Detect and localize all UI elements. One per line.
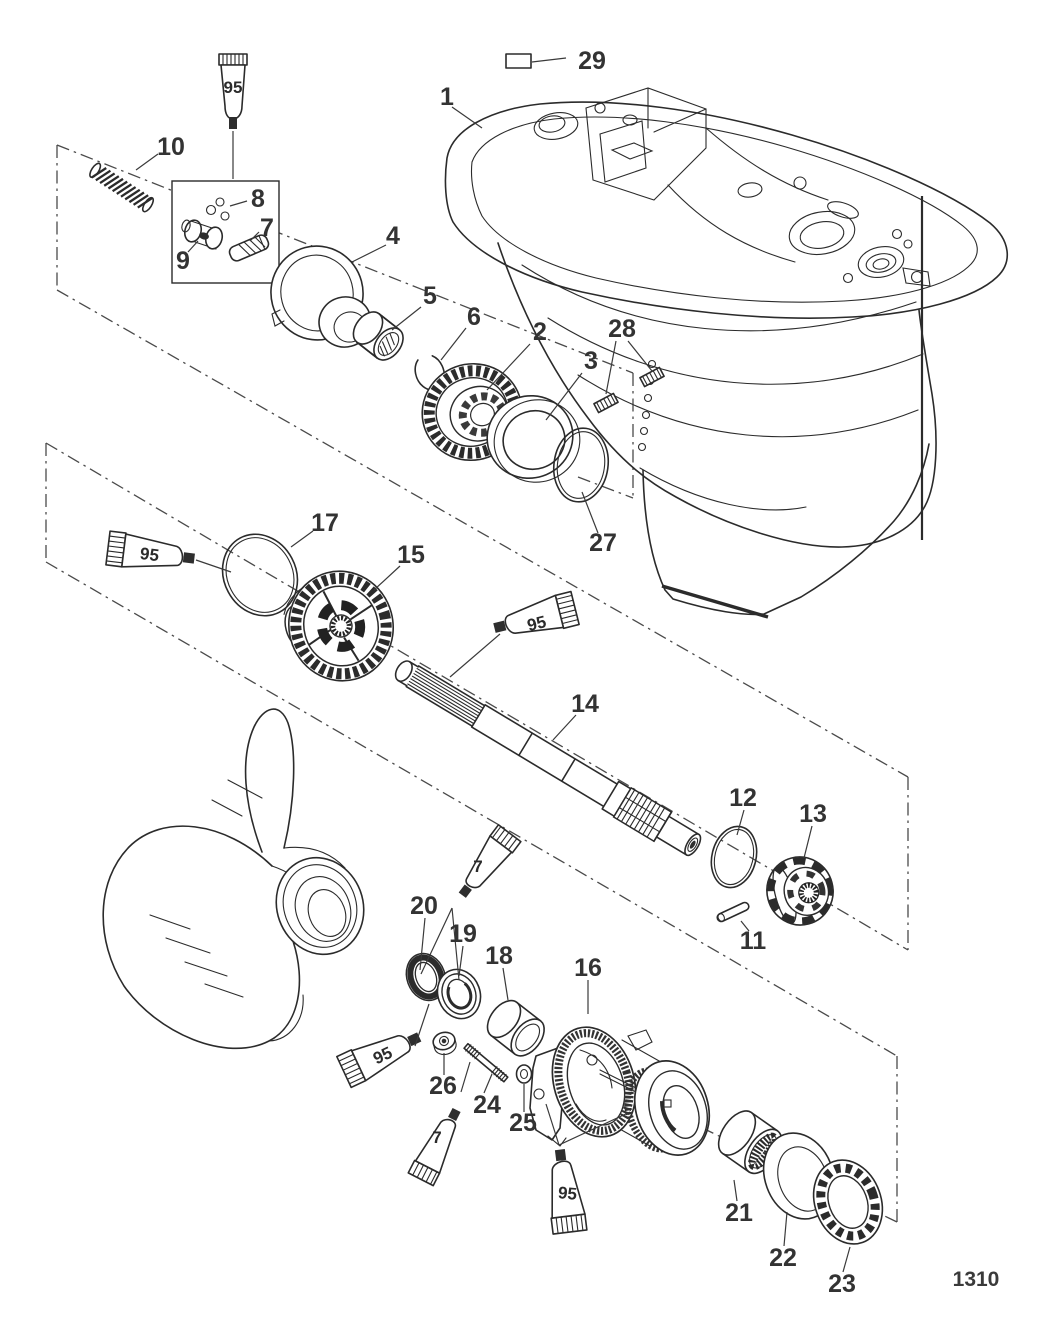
callout-21: 21 (725, 1199, 753, 1227)
callout-14: 14 (571, 690, 599, 718)
callout-1: 1 (440, 83, 454, 111)
callout-10: 10 (157, 133, 185, 161)
callout-6: 6 (467, 303, 481, 331)
lubricant-tube-95-lower-left (337, 1022, 427, 1088)
propeller-shaft (389, 653, 706, 862)
tube-label: 95 (370, 1043, 396, 1069)
propeller-shading (150, 780, 262, 997)
callout-27: 27 (589, 529, 617, 557)
loctite-tube-7-upper (452, 825, 521, 904)
callout-28: 28 (608, 315, 636, 343)
gear-housing (445, 88, 1007, 617)
cross-pin (716, 901, 750, 923)
carrier-bushing (481, 994, 551, 1062)
tube-label: 7 (432, 1128, 442, 1147)
washer (517, 1065, 532, 1083)
callout-5: 5 (423, 282, 437, 310)
callout-26: 26 (429, 1072, 457, 1100)
tube-label: 95 (223, 78, 243, 97)
callout-11: 11 (739, 927, 767, 955)
callout-15: 15 (397, 541, 425, 569)
callout-24: 24 (473, 1091, 501, 1119)
callout-12: 12 (729, 784, 757, 812)
callout-9: 9 (176, 247, 190, 275)
callout-8: 8 (251, 185, 265, 213)
callout-20: 20 (410, 892, 438, 920)
callout-25: 25 (509, 1109, 537, 1137)
tube-label: 95 (525, 612, 549, 636)
lubricant-tube-95-left (106, 531, 196, 575)
propeller (103, 709, 377, 1048)
callout-29: 29 (578, 47, 606, 75)
tube-label: 7 (473, 857, 483, 876)
callout-7: 7 (260, 214, 274, 242)
callout-22: 22 (769, 1244, 797, 1272)
callout-13: 13 (799, 800, 827, 828)
sliding-clutch (759, 850, 840, 933)
callout-17: 17 (311, 509, 339, 537)
tube-label: 95 (557, 1183, 578, 1204)
page-number: 1310 (952, 1268, 1000, 1291)
decal-rectangle (506, 54, 531, 68)
tube-label: 95 (138, 544, 161, 566)
lubricant-tube-95-top (219, 54, 247, 129)
callout-19: 19 (449, 920, 477, 948)
callout-16: 16 (574, 954, 602, 982)
locknut (431, 1030, 458, 1057)
callout-4: 4 (386, 222, 400, 250)
callout-23: 23 (828, 1270, 856, 1298)
o-ring-shaft (705, 822, 763, 893)
spring (88, 162, 155, 214)
callout-18: 18 (485, 942, 513, 970)
callout-2: 2 (533, 318, 547, 346)
callout-3: 3 (584, 347, 598, 375)
